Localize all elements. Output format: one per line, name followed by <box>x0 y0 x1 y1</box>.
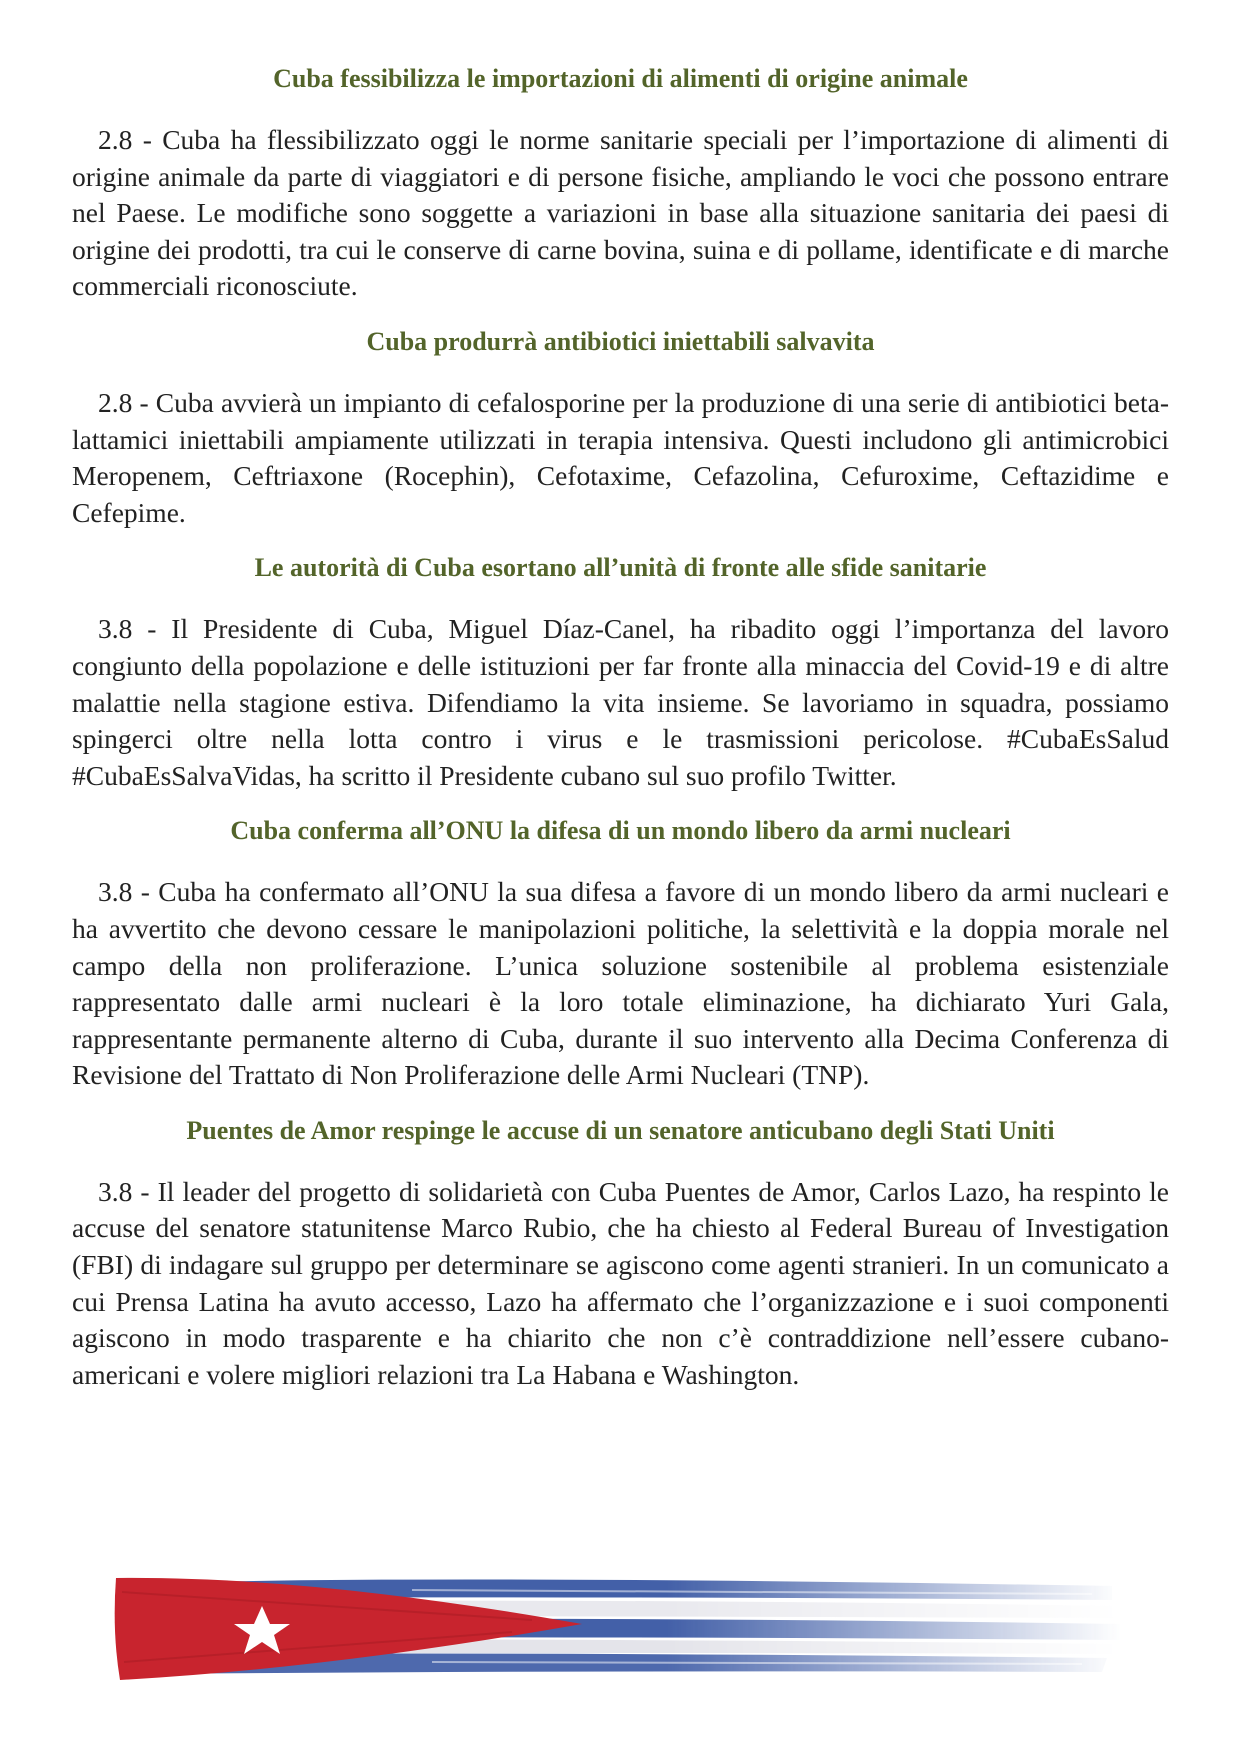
article-nuclear-weapons <box>72 812 1169 1094</box>
article-food-imports <box>72 60 1169 305</box>
article-title: Puentes de Amor respinge le accuse di un senatore anticubano degli Stati Uniti <box>186 1115 1055 1145</box>
article-body: 2.8 - Cuba avvierà un impianto di cefalosporine per la produzione di una serie di antibiotici beta-lattamici iniettabili ampiamente utilizzati in terapia intensiva. Questi includono gli antimicrobici Meropenem, Ceftriaxone (Rocephin), Cefotaxime, Cefazolina, Cefuroxime, Ceftazidime e Cefepime. <box>72 386 1169 528</box>
article-body: 2.8 - Cuba ha flessibilizzato oggi le norme sanitarie speciali per l’importazione di alimenti di origine animale da parte di viaggiatori e di persone fisiche, ampliando le voci che possono entrare nel Paese. Le modifiche sono soggette a variazioni in base alla situazione sanitaria dei paesi di origine dei prodotti, tra cui le conserve di carne bovina, suina e di pollame, identificate e di marche commerciali riconosciute. <box>72 124 1169 302</box>
article-body: 3.8 - Il Presidente di Cuba, Miguel Díaz-Canel, ha ribadito oggi l’importanza del lavoro congiunto della popolazione e delle istituzioni per far fronte alla minaccia del Covid-19 e di altre malattie nella stagione estiva. Difendiamo la vita insieme. Se lavoriamo in squadra, possiamo spingerci oltre nella lotta contro i virus e le trasmissioni pericolose. #CubaEsSalud #CubaEsSalvaVidas, ha scritto il Presidente cubano sul suo profilo Twitter. <box>72 613 1169 791</box>
news-page <box>72 60 1169 1411</box>
article-health-unity <box>72 549 1169 794</box>
article-puentes-de-amor <box>72 1112 1169 1394</box>
cuban-flag-icon <box>112 1572 1122 1684</box>
article-title: Le autorità di Cuba esortano all’unità di fronte alle sfide sanitarie <box>254 553 987 583</box>
article-title: Cuba fessibilizza le importazioni di alimenti di origine animale <box>273 64 968 93</box>
article-body: 3.8 - Il leader del progetto di solidarietà con Cuba Puentes de Amor, Carlos Lazo, ha respinto le accuse del senatore statunitense Marco Rubio, che ha chiesto al Federal Bureau of Investigation (FBI) di indagare sul gruppo per determinare se agiscono come agenti stranieri. In un comunicato a cui Prensa Latina ha avuto accesso, Lazo ha affermato che l’organizzazione e i suoi componenti agiscono in modo trasparente e ha chiarito che non c’è contraddizione nell’essere cubano-americani e volere migliori relazioni tra La Habana e Washington. <box>72 1175 1169 1390</box>
article-antibiotics <box>72 323 1169 531</box>
article-body: 3.8 - Cuba ha confermato all’ONU la sua difesa a favore di un mondo libero da armi nucleari e ha avvertito che devono cessare le manipolazioni politiche, la selettività e la doppia morale nel campo della non proliferazione. L’unica soluzione sostenibile al problema esistenziale rappresentato dalle armi nucleari è la loro totale eliminazione, ha dichiarato Yuri Gala, rappresentante permanente alterno di Cuba, durante il suo intervento alla Decima Conferenza di Revisione del Trattato di Non Proliferazione delle Armi Nucleari (TNP). <box>72 876 1169 1091</box>
article-title: Cuba produrrà antibiotici iniettabili salvavita <box>366 326 875 356</box>
article-title: Cuba conferma all’ONU la difesa di un mondo libero da armi nucleari <box>230 816 1011 846</box>
